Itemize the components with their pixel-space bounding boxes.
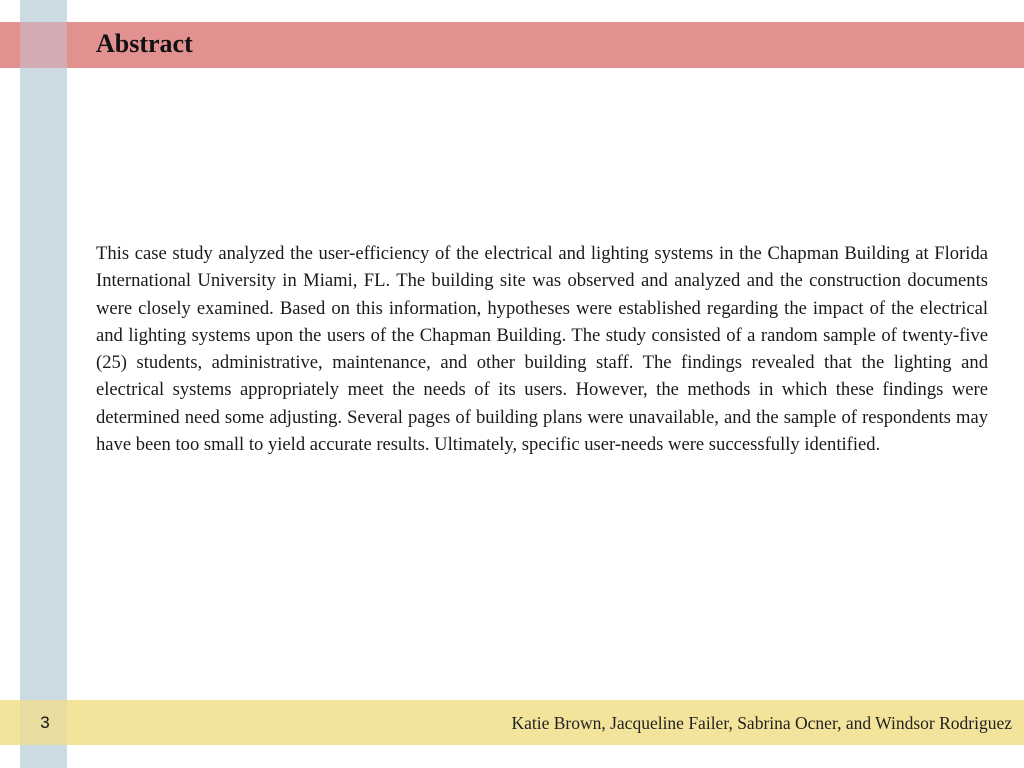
- left-accent-bar: [20, 0, 67, 768]
- abstract-paragraph: This case study analyzed the user-efficiency of the electrical and lighting systems in the Chapman Building at Florida International University in Miami, FL. The building site was observed and analyzed and the construction documents were closely examined. Based on this information, hypotheses were established regarding the impact of the electrical and lighting systems upon the users of the Chapman Building. The study consisted of a random sample of twenty-five (25) students, administrative, maintenance, and other building staff. The findings revealed that the lighting and electrical systems appropriately meet the needs of its users. However, the methods in which these findings were determined need some adjusting. Several pages of building plans were unavailable, and the sample of respondents may have been too small to yield accurate results. Ultimately, specific user-needs were successfully identified.: [96, 243, 988, 456]
- authors-footer: Katie Brown, Jacqueline Failer, Sabrina Ocner, and Windsor Rodriguez: [511, 713, 1012, 733]
- page-number: 3: [40, 713, 50, 732]
- slide-title: Abstract: [96, 29, 193, 58]
- title-band-overlap: [20, 22, 67, 68]
